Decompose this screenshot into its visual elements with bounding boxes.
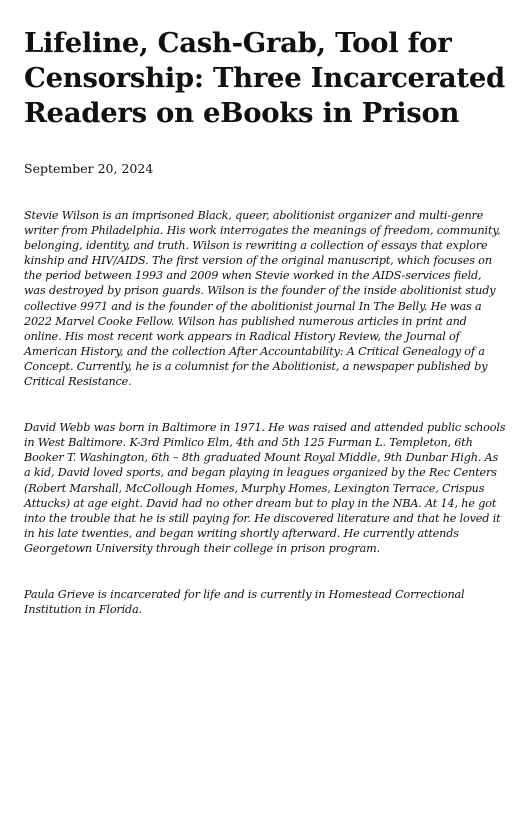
bio-david-webb: David Webb was born in Baltimore in 1971. He was raised and attended public schools in West Baltimore. K-3rd Pimlico Elm, 4th and 5th 125 Furman L. Templeton, 6th Booker T. Washington, 6th – 8th graduated Mount Royal Middle, 9th Dunbar High. As a kid, David loved sports, and began playing in leagues organized by the Rec Centers (Robert Marshall, McCollough Homes, Murphy Homes, Lexington Terrace, Crispus Attucks) at age eight. David had no other dream but to play in the NBA. At 14, he got into the trouble that he is still paying for. He discovered literature and that he loved it in his late twenties, and began writing shortly afterward. He currently attends Georgetown University through their college in prison program. <box>24 421 506 555</box>
article <box>24 26 506 617</box>
publish-date: September 20, 2024 <box>24 161 154 176</box>
article-title: Lifeline, Cash-Grab, Tool for Censorship: Three Incarcerated Readers on eBooks in Prison <box>24 27 505 129</box>
bio-stevie-wilson: Stevie Wilson is an imprisoned Black, queer, abolitionist organizer and multi-genre writer from Philadelphia. His work interrogates the meanings of freedom, community, belonging, identity, and truth. Wilson is rewriting a collection of essays that explore kinship and HIV/AIDS. The first version of the original manuscript, which focuses on the period between 1993 and 2009 when Stevie worked in the AIDS-services field, was destroyed by prison guards. Wilson is the founder of the inside abolitionist study collective 9971 and is the founder of the abolitionist journal In The Belly. He was a 2022 Marvel Cooke Fellow. Wilson has published numerous articles in print and online. His most recent work appears in Radical History Review, the Journal of American History, and the collection After Accountability: A Critical Genealogy of a Concept. Currently, he is a columnist for the Abolitionist, a newspaper published by Critical Resistance. <box>24 209 501 389</box>
bio-paula-grieve: Paula Grieve is incarcerated for life and is currently in Homestead Correctional Institution in Florida. <box>24 587 465 617</box>
contributor-bios <box>24 208 506 648</box>
